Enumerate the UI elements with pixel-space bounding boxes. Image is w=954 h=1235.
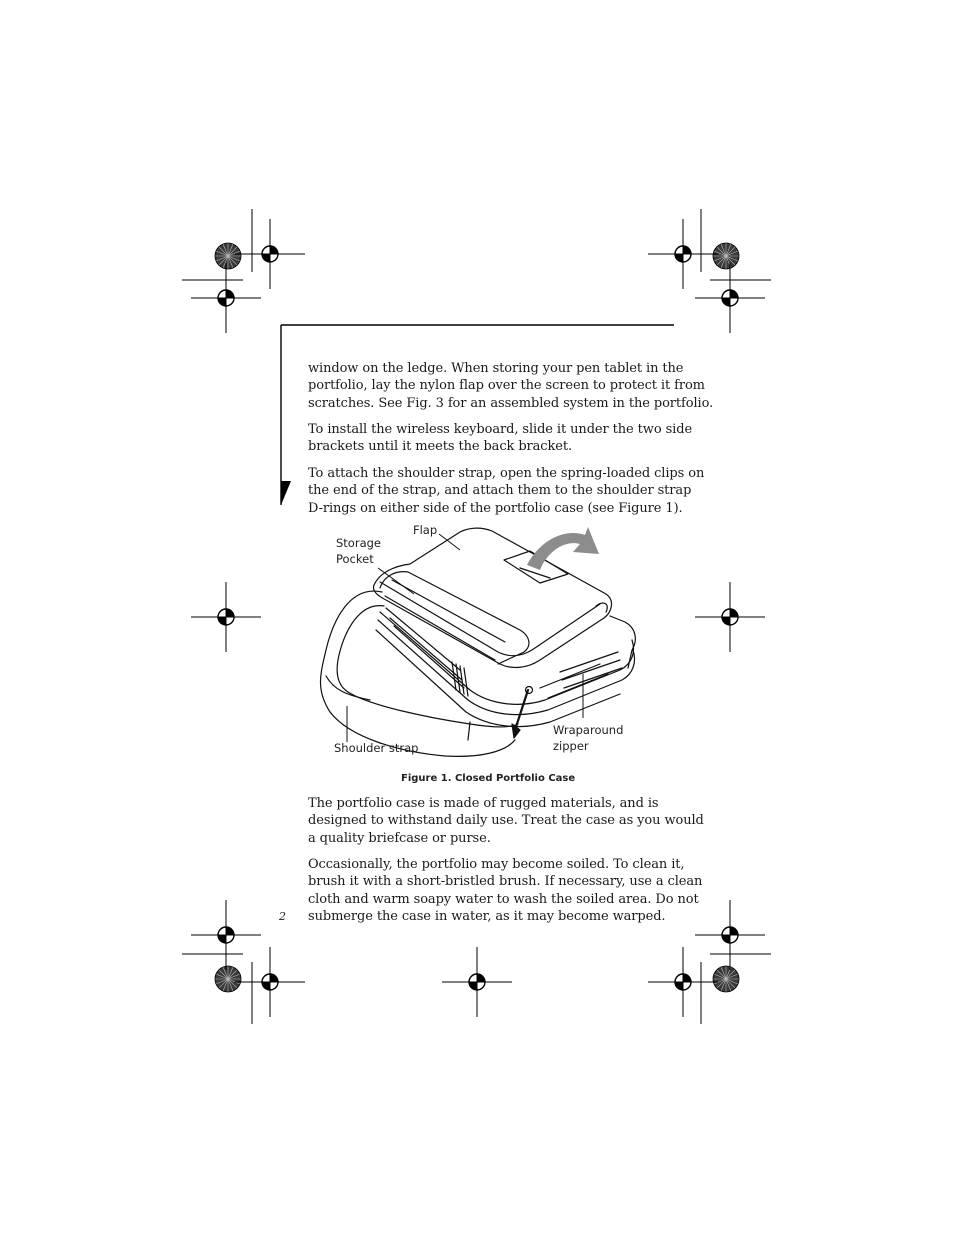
flap-label [413,523,437,539]
text-line: submerge the case in water, as it may become warped. [308,909,666,925]
label-text: Flap [413,523,438,537]
text-line: D-rings on either side of the portfolio case (see Figure 1). [308,500,683,516]
text-line: brush it with a short-bristled brush. If necessary, use a clean [308,874,703,890]
storage-pocket-label [336,536,381,567]
text-line: window on the ledge. When storing your pen tablet in the [308,361,684,376]
paragraph-materials [308,795,704,847]
text-line: Occasionally, the portfolio may become soiled. To clean it, [308,857,685,872]
shoulder-strap-label [334,741,418,757]
label-text: Wraparound [553,723,624,737]
text-line: the end of the strap, and attach them to the shoulder strap [308,483,692,499]
paragraph-cleaning [308,856,702,926]
text-line: a quality briefcase or purse. [308,830,491,846]
page-number: 2 [279,910,286,923]
text-line: cloth and warm soapy water to wash the soiled area. Do not [308,891,699,907]
text-line: brackets until it meets the back bracket. [308,439,573,455]
text-line: To attach the shoulder strap, open the spring-loaded clips on [308,466,705,481]
text-line: portfolio, lay the nylon flap over the screen to protect it from [308,378,705,394]
text-line: designed to withstand daily use. Treat the case as you would [308,813,704,829]
label-text: Shoulder strap [334,741,419,755]
figure-caption: Figure 1. Closed Portfolio Case [401,773,576,784]
label-text: Pocket [336,551,374,566]
wraparound-zipper-label [553,723,623,754]
text-line: The portfolio case is made of rugged materials, and is [308,796,659,811]
text-line: To install the wireless keyboard, slide it under the two side [308,422,693,437]
label-text: Storage [336,536,381,550]
text-line: scratches. See Fig. 3 for an assembled system in the portfolio. [308,395,714,411]
label-text: zipper [553,738,589,753]
